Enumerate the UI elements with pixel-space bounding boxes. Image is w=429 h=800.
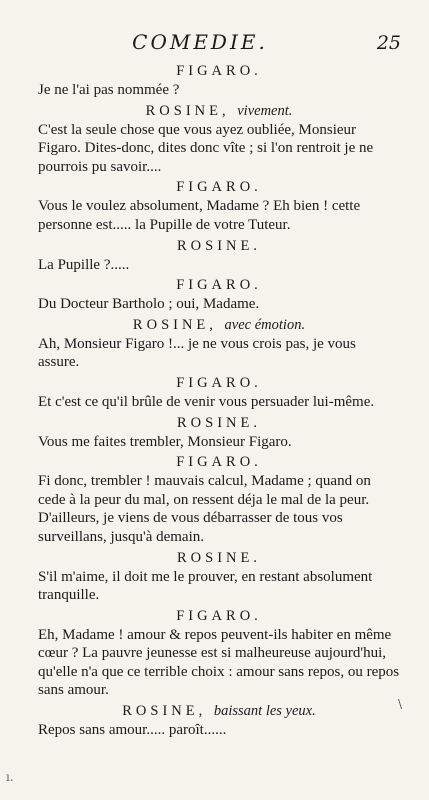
speaker-heading: FIGARO.: [176, 374, 262, 391]
speech-text: C'est la seule chose que vous ayez oubliée, Monsieur Figaro. Dites-donc, dites donc vîte ; si l'on rentroit je ne pourrois pu savoir....: [38, 121, 374, 175]
speech-text: Du Docteur Bartholo ; oui, Madame.: [38, 296, 260, 313]
speaker-heading: ROSINE.: [177, 549, 261, 566]
speaker-heading: ROSINE.: [177, 414, 261, 431]
speech-text: Vous me faites trembler, Monsieur Figaro.: [38, 433, 292, 450]
speech-text: Ah, Monsieur Figaro !... je ne vous crois pas, je vous assure.: [38, 335, 356, 371]
speech-text: Fi donc, trembler ! mauvais calcul, Madame ; quand on cede à la peur du mal, on ressent déja le mal de la peur. D'ailleurs, je viens de vous débarrasser de tous vos surveillans, jusqu'à demain.: [38, 473, 371, 545]
stage-direction: vivement.: [237, 102, 293, 119]
speech-text: La Pupille ?.....: [38, 256, 130, 273]
speaker-heading: ROSINE, vivement.: [145, 102, 293, 119]
stage-direction: baissant les yeux.: [213, 703, 316, 720]
margin-mark: ı.: [6, 770, 14, 784]
speaker-heading: FIGARO.: [176, 179, 262, 196]
speech-text: Repos sans amour..... paroît......: [38, 722, 227, 739]
speech-text: Je ne l'ai pas nommée ?: [38, 82, 180, 98]
page-number: 25: [376, 32, 401, 54]
speech-text: Vous le voulez absolument, Madame ? Eh bien ! cette personne est..... la Pupille de votre Tuteur.: [38, 198, 361, 233]
speaker-heading: ROSINE.: [177, 237, 261, 254]
dialogue-body: [38, 62, 403, 742]
speaker-heading: ROSINE, baissant les yeux.: [122, 703, 316, 720]
speaker-heading: FIGARO.: [176, 63, 262, 79]
speaker-heading: FIGARO.: [176, 454, 262, 471]
stage-direction: avec émotion.: [224, 316, 306, 333]
speaker-heading: ROSINE, avec émotion.: [132, 316, 306, 333]
speaker-heading: FIGARO.: [176, 277, 262, 294]
speech-text: Et c'est ce qu'il brûle de venir vous persuader lui-même.: [38, 393, 375, 410]
page-header: [0, 30, 429, 54]
running-title: COMEDIE.: [132, 30, 268, 54]
margin-mark: \: [398, 697, 403, 711]
speech-text: S'il m'aime, il doit me le prouver, en restant absolument tranquille.: [38, 568, 373, 604]
speaker-heading: FIGARO.: [176, 607, 262, 624]
speech-text: Eh, Madame ! amour & repos peuvent-ils habiter en même cœur ? La pauvre jeunesse est si malheureuse aujourd'hui, qu'elle n'a que ce terrible choix : amour sans repos, ou repos sans amour.: [38, 626, 400, 699]
